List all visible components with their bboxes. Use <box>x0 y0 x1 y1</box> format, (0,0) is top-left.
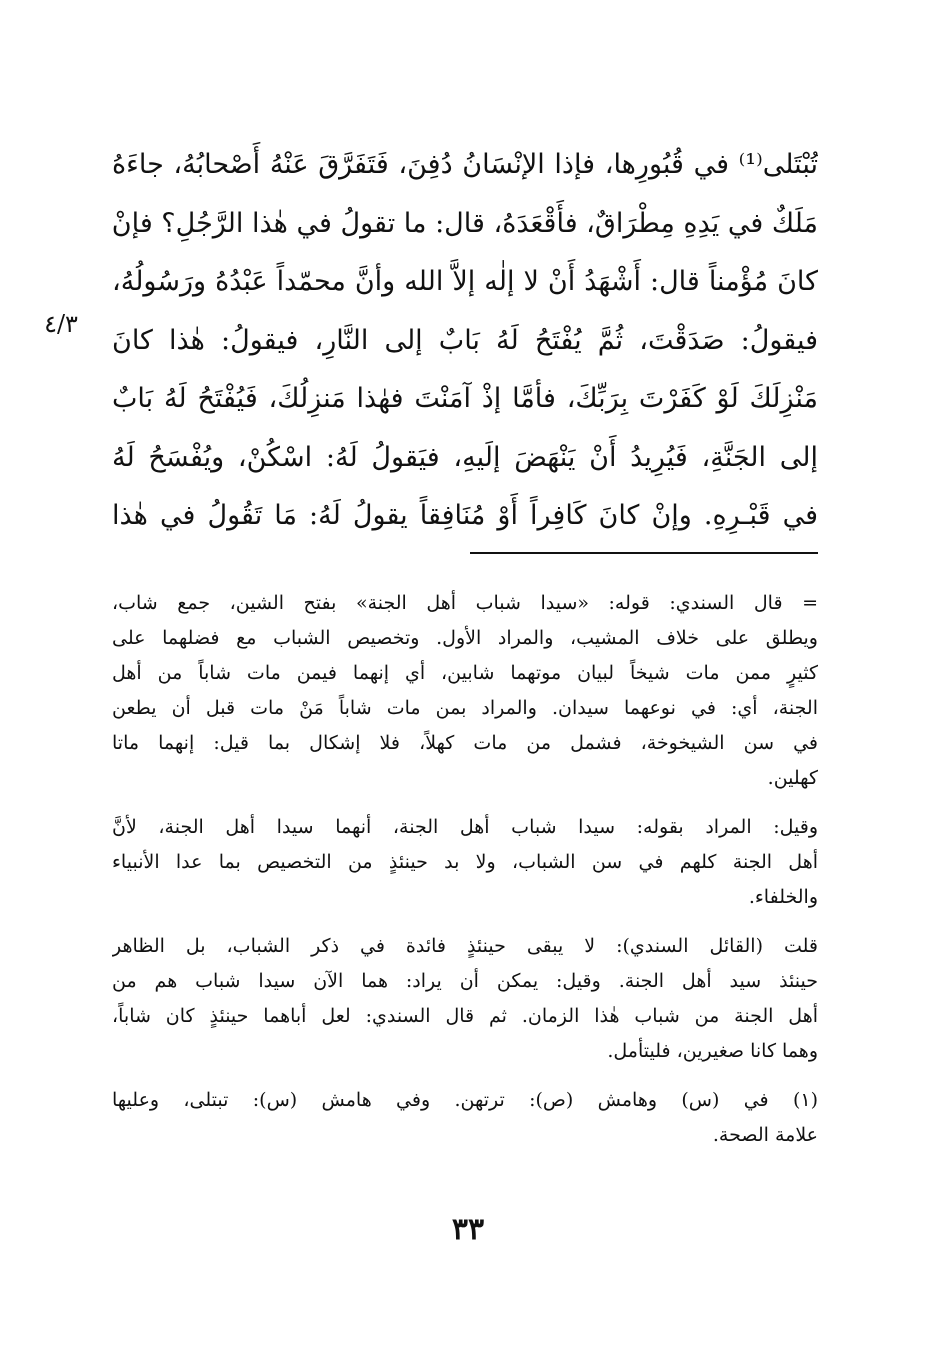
main-text-line: مَلَكٌ في يَدِهِ مِطْرَاقٌ، فأَقْعَدَهُ، قال: ما تقولُ في هٰذا الرَّجُلِ؟ فإنْ <box>112 207 818 239</box>
footnote-line: في سن الشيخوخة، فشمل من مات كهلاً، فلا إشكال بما قيل: إنهما ماتا <box>112 732 818 754</box>
footnote-line: أهل الجنة كلهم في سن الشباب، ولا بد حينئذٍ من التخصيص بما عدا الأنبياء <box>112 851 818 873</box>
main-text-body <box>112 136 818 546</box>
main-text-line: تُبْتَلى⁽¹⁾ في قُبُورِها، فإذا الإنْسَانُ دُفِنَ، فَتَفَرَّقَ عَنْهُ أَصْحابُهُ، جاءَهُ <box>112 149 818 180</box>
footnote-paragraph <box>112 929 818 1069</box>
footnote-line: الجنة، أي: في نوعهما سيدان. والمراد بمن مات شاباً مَنْ مات قبل أن يطعن <box>112 697 818 719</box>
footnote-line: علامة الصحة. <box>712 1124 818 1146</box>
footnote-line: قلت (القائل السندي): لا يبقى حينئذٍ فائدة في ذكر الشباب، بل الظاهر <box>112 935 818 957</box>
footnote-variant-reading <box>112 1083 818 1153</box>
footnote-line: ويطلق على خلاف المشيب، والمراد الأول. وتخصيص الشباب مع فضلهما على <box>112 627 818 649</box>
page-number: ٣٣ <box>451 1212 485 1247</box>
footnotes-section <box>112 586 818 1167</box>
footnote-line: كثيرٍ ممن مات شيخاً لبيان موتهما شابين، أي إنهما فيمن مات شاباً من أهل <box>112 662 818 684</box>
main-text-line: كانَ مُؤْمناً قال: أَشْهَدُ أَنْ لا إلٰه إلاَّ الله وأنَّ محمّداً عَبْدُهُ ورَسُولُهُ، <box>112 266 818 297</box>
footnote-line: وقيل: المراد بقوله: سيدا شباب أهل الجنة، أنهما سيدا أهل الجنة، لأنَّ <box>112 816 818 838</box>
footnote-line: (١) في (س) وهامش (ص): ترتهن. وفي هامش (س): تبتلى، وعليها <box>112 1089 818 1111</box>
main-text-line: إلى الجَنَّةِ، فَيُرِيدُ أَنْ يَنْهَضَ إلَيهِ، فيَقولُ لَهُ: اسْكُنْ، ويُفْسَحُ لَهُ <box>112 441 818 473</box>
footnote-paragraph <box>112 810 818 915</box>
footnote-paragraph <box>112 586 818 796</box>
footnote-line: أهل الجنة من شباب هٰذا الزمان. ثم قال السندي: لعل أباهما حينئذٍ كان شاباً، <box>112 1005 818 1027</box>
footnote-divider <box>470 552 818 554</box>
footnote-line: كهلين. <box>767 767 818 789</box>
margin-reference: ٤/٣ <box>44 310 78 338</box>
main-text-line: في قَبْـرِهِ. وإنْ كانَ كَافِراً أَوْ مُنَافِقاً يقولُ لَهُ: مَا تَقُولُ في هٰذا <box>112 500 818 531</box>
footnote-line: = قال السندي: قوله: «سيدا شباب أهل الجنة» بفتح الشين، جمع شاب، <box>112 592 818 614</box>
footnote-line: والخلفاء. <box>748 886 818 908</box>
footnote-line: وهما كانا صغيرين، فليتأمل. <box>607 1040 818 1062</box>
main-text-line: مَنْزِلَكَ لَوْ كَفَرْتَ بِرَبِّكَ، فأمَّا إذْ آمَنْتَ فهٰذا مَنزِلُكَ، فَيُفْتَحُ لَهُ بَابٌ <box>112 383 818 414</box>
footnote-line: حينئذ سيد أهل الجنة. وقيل: يمكن أن يراد: هما الآن سيدا شباب هم من <box>112 970 818 992</box>
main-text-line: فيقولُ: صَدَقْتَ، ثُمَّ يُفْتَحُ لَهُ بَابٌ إلى النَّارِ، فيقولُ: هٰذا كانَ <box>112 324 818 356</box>
